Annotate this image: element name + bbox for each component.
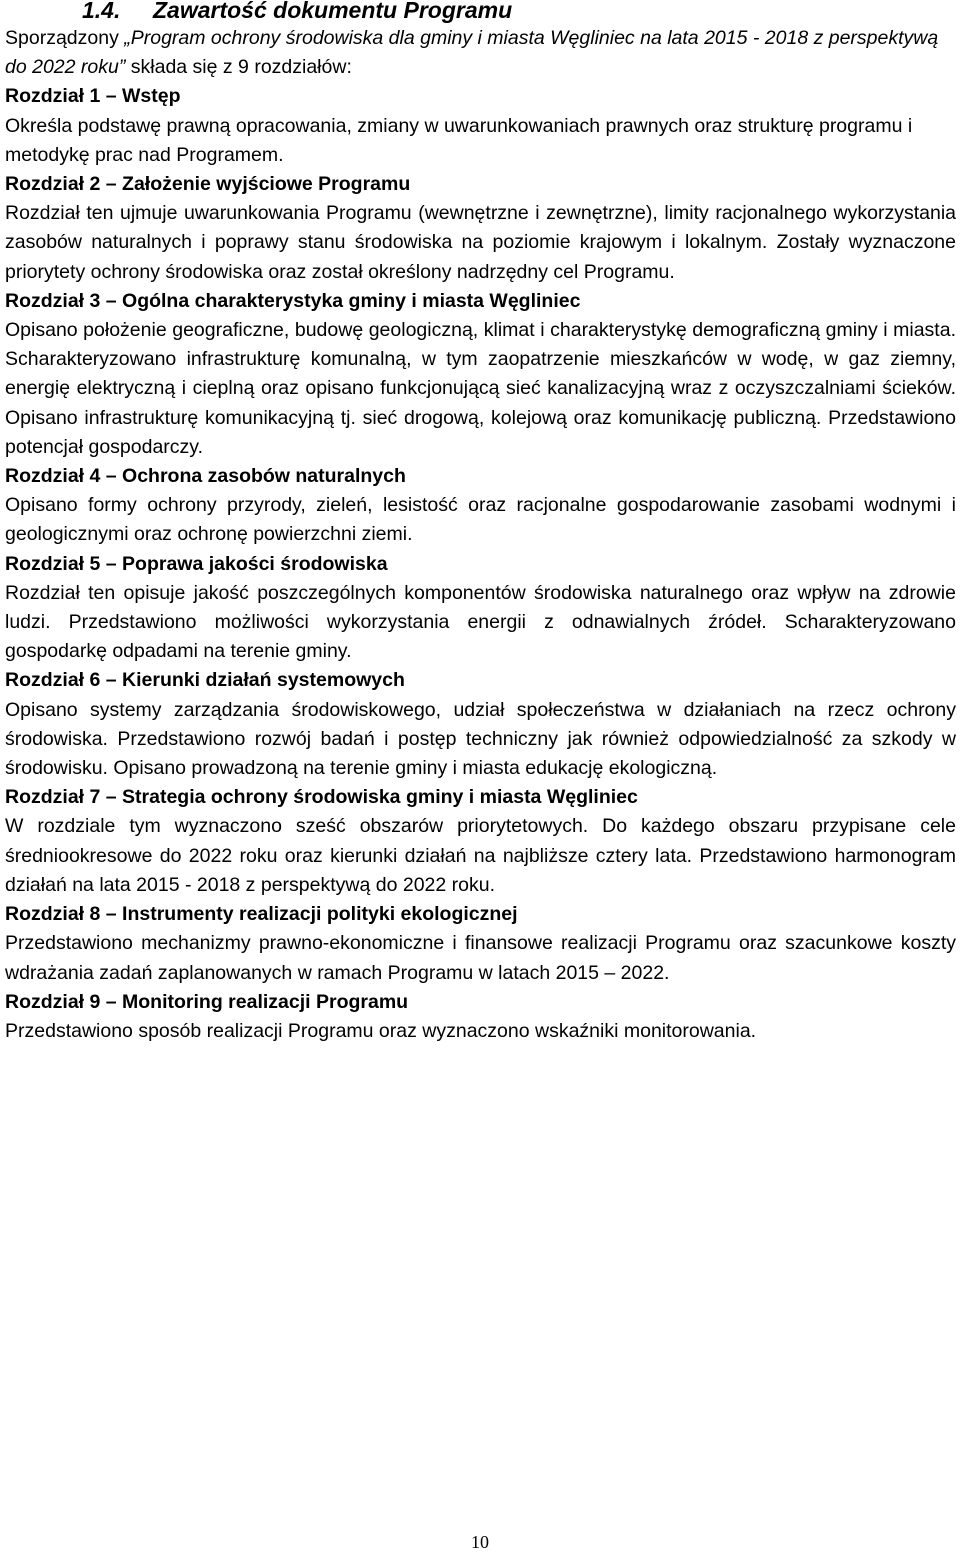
chapter-description: Przedstawiono sposób realizacji Programu oraz wyznaczono wskaźniki monitorowania. [5,1019,757,1042]
section-title: Zawartość dokumentu Programu [153,0,513,23]
chapter-description: Rozdział ten ujmuje uwarunkowania Programu (wewnętrzne i zewnętrzne), limity racjonalnego wykorzystania zasobów naturalnych i poprawy stanu środowiska na poziomie krajowym i lokalnym. Zostały wyznaczone priorytety ochrony środowiska oraz został określony nadrzędny cel Programu. [5,202,956,283]
section-number: 1.4. [82,0,121,23]
chapter-title: Rozdział 2 – Założenie wyjściowe Programu [5,173,411,196]
chapter-item [5,550,956,667]
chapter-description: W rozdziale tym wyznaczono sześć obszarów priorytetowych. Do każdego obszaru przypisane cele średniookresowe do 2022 roku oraz kierunki działań na najbliższe cztery lata. Przedstawiono harmonogram działań na lata 2015 - 2018 z perspektywą do 2022 roku. [5,815,956,896]
chapter-item [5,462,956,550]
intro-text-start: Sporządzony [5,27,125,49]
page-number: 10 [471,1532,489,1552]
intro-text-end: składa się z 9 rozdziałów: [125,56,352,79]
chapter-item [5,287,956,462]
chapter-item [5,666,956,783]
document-page [5,0,956,1046]
chapter-item [5,900,956,988]
chapter-description: Przedstawiono mechanizmy prawno-ekonomiczne i finansowe realizacji Programu oraz szacunkowe koszty wdrażania zadań zaplanowanych w ramach Programu w latach 2015 – 2022. [5,932,956,984]
chapter-description: Określa podstawę prawną opracowania, zmiany w uwarunkowaniach prawnych oraz strukturę programu i metodykę prac nad Programem. [5,114,913,166]
chapter-item [5,783,956,900]
chapter-title: Rozdział 1 – Wstęp [5,85,181,108]
chapter-description: Opisano położenie geograficzne, budowę geologiczną, klimat i charakterystykę demograficzną gminy i miasta. Scharakteryzowano infrastrukturę komunalną, w tym zaopatrzenie mieszkańców w wodę, w gaz ziemny, energię elektryczną i cieplną oraz opisano funkcjonującą sieć kanalizacyjną wraz z oczyszczalniami ścieków. Opisano infrastrukturę komunikacyjną tj. sieć drogową, kolejową oraz komunikację publiczną. Przedstawiono potencjał gospodarczy. [5,319,956,458]
chapter-title: Rozdział 8 – Instrumenty realizacji polityki ekologicznej [5,903,518,926]
chapter-title: Rozdział 5 – Poprawa jakości środowiska [5,552,388,575]
chapter-item [5,988,956,1046]
chapter-description: Rozdział ten opisuje jakość poszczególnych komponentów środowiska naturalnego oraz wpływ na zdrowie ludzi. Przedstawiono możliwości wykorzystania energii z odnawialnych źródeł. Scharakteryzowano gospodarkę odpadami na terenie gminy. [5,581,956,663]
chapter-description: Opisano systemy zarządzania środowiskowego, udział społeczeństwa w działaniach na rzecz ochrony środowiska. Przedstawiono rozwój badań i postęp techniczny jak również odpowiedzialność za szkody w środowisku. Opisano prowadzoną na terenie gminy i miasta edukację ekologiczną. [5,698,956,780]
chapter-description: Opisano formy ochrony przyrody, zieleń, lesistość oraz racjonalne gospodarowanie zasobami wodnymi i geologicznymi oraz ochronę powierzchni ziemi. [5,494,956,546]
chapter-title: Rozdział 3 – Ogólna charakterystyka gminy i miasta Węgliniec [5,289,581,312]
chapter-item [5,82,956,170]
chapter-title: Rozdział 6 – Kierunki działań systemowych [5,669,405,692]
chapter-title: Rozdział 4 – Ochrona zasobów naturalnych [5,465,406,488]
chapter-title: Rozdział 9 – Monitoring realizacji Programu [5,990,409,1013]
intro-paragraph [5,24,956,82]
section-heading [5,0,956,22]
chapter-title: Rozdział 7 – Strategia ochrony środowiska gminy i miasta Węgliniec [5,786,638,809]
chapter-list [5,82,956,1046]
chapter-item [5,170,956,287]
program-name: „Program ochrony środowiska dla gminy i miasta Węgliniec na lata 2015 - 2018 z perspektywą do 2022 roku” [5,27,939,79]
